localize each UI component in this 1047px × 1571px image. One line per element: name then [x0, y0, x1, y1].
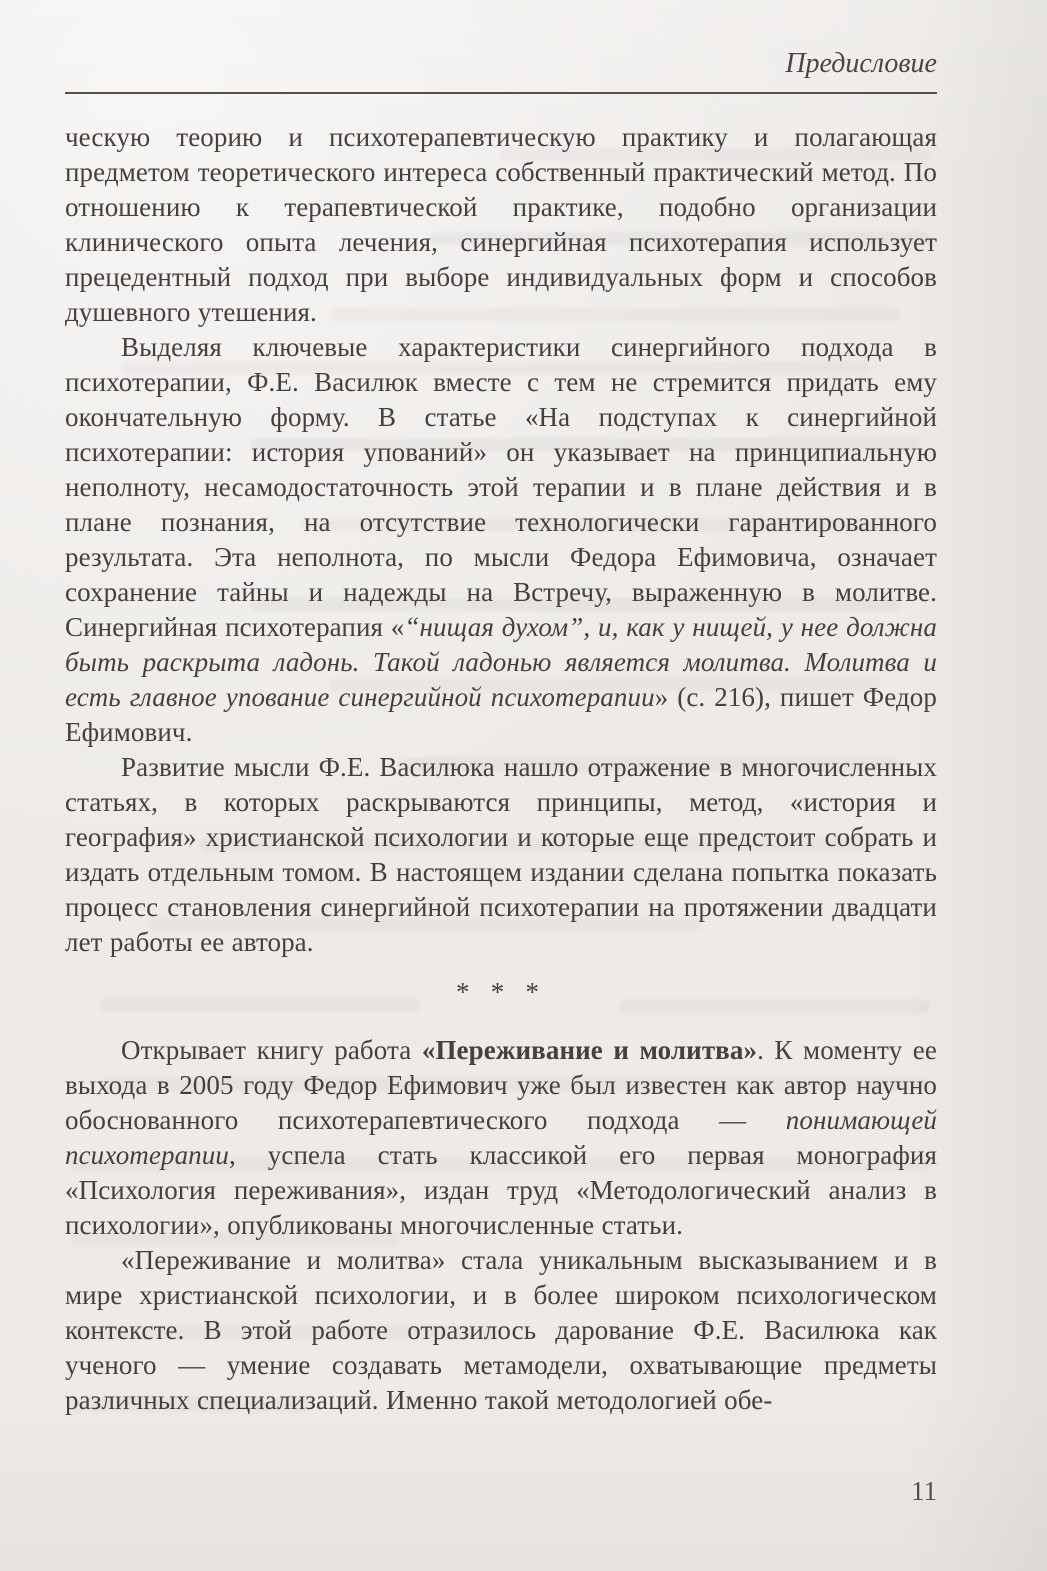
page-content: [65, 48, 937, 1418]
section-separator: * * *: [456, 977, 546, 1007]
text-run: Открывает книгу работа: [121, 1035, 422, 1065]
running-head-title: Предисловие: [65, 48, 937, 94]
page-number: 11: [911, 1476, 937, 1506]
text-run: Развитие мысли Ф.Е. Василюка нашло отражение в многочисленных статьях, в которых раскрываются принципы, метод, «история и география» христианской психологии и которые еще предстоит собрать и издать отдельным томом. В настоящем издании сделана попытка показать процесс становления синергийной психотерапии на протяжении двадцати лет работы ее автора.: [65, 752, 937, 957]
paragraph: [65, 120, 937, 330]
paragraph: [65, 750, 937, 960]
bold-text-run: «Переживание и молитва»: [421, 1035, 758, 1065]
text-run: » (с. 216), пишет Федор Ефимович.: [65, 682, 937, 747]
paragraph: [65, 1243, 937, 1418]
paragraph: [65, 330, 937, 750]
italic-text-run: понимающей психотерапии: [65, 1105, 937, 1170]
text-run: , успела стать классикой его первая монография «Психология переживания», издан труд «Методологический анализ в психологии», опубликованы многочисленные статьи.: [65, 1140, 937, 1240]
page-body: [65, 120, 937, 1418]
text-run: . К моменту ее выхода в 2005 году Федор Ефимович уже был известен как автор научно обоснованного психотерапевтического подхода —: [65, 1035, 937, 1135]
text-run: Выделяя ключевые характеристики синергийного подхода в психотерапии, Ф.Е. Василюк вместе с тем не стремится придать ему окончательную форму. В статье «На подступах к синергийной психотерапии: история упований» он указывает на принципиальную неполноту, несамодостаточность этой терапии и в плане действия и в плане познания, на отсутствие технологически гарантированного результата. Эта неполнота, по мысли Федора Ефимовича, означает сохранение тайны и надежды на Встречу, выраженную в молитве. Синергийная психотерапия «: [65, 332, 937, 642]
paragraph: [65, 1033, 937, 1243]
italic-text-run: “нищая духом”, и, как у нищей, у нее должна быть раскрыта ладонь. Такой ладонью является молитва. Молитва и есть главное упование синергийной психотерапии: [65, 612, 937, 712]
text-run: ческую теорию и психотерапевтическую практику и полагающая предметом теоретического интереса собственный практический метод. По отношению к терапевтической практике, подобно организации клинического опыта лечения, синергийная психотерапия использует прецедентный подход при выборе индивидуальных форм и способов душевного утешения.: [65, 122, 937, 327]
text-run: «Переживание и молитва» стала уникальным высказыванием и в мире христианской психологии, и в более широком психологическом контексте. В этой работе отразилось дарование Ф.Е. Василюка как ученого — умение создавать метамодели, охватывающие предметы различных специализаций. Именно такой методологией обе-: [65, 1245, 937, 1415]
